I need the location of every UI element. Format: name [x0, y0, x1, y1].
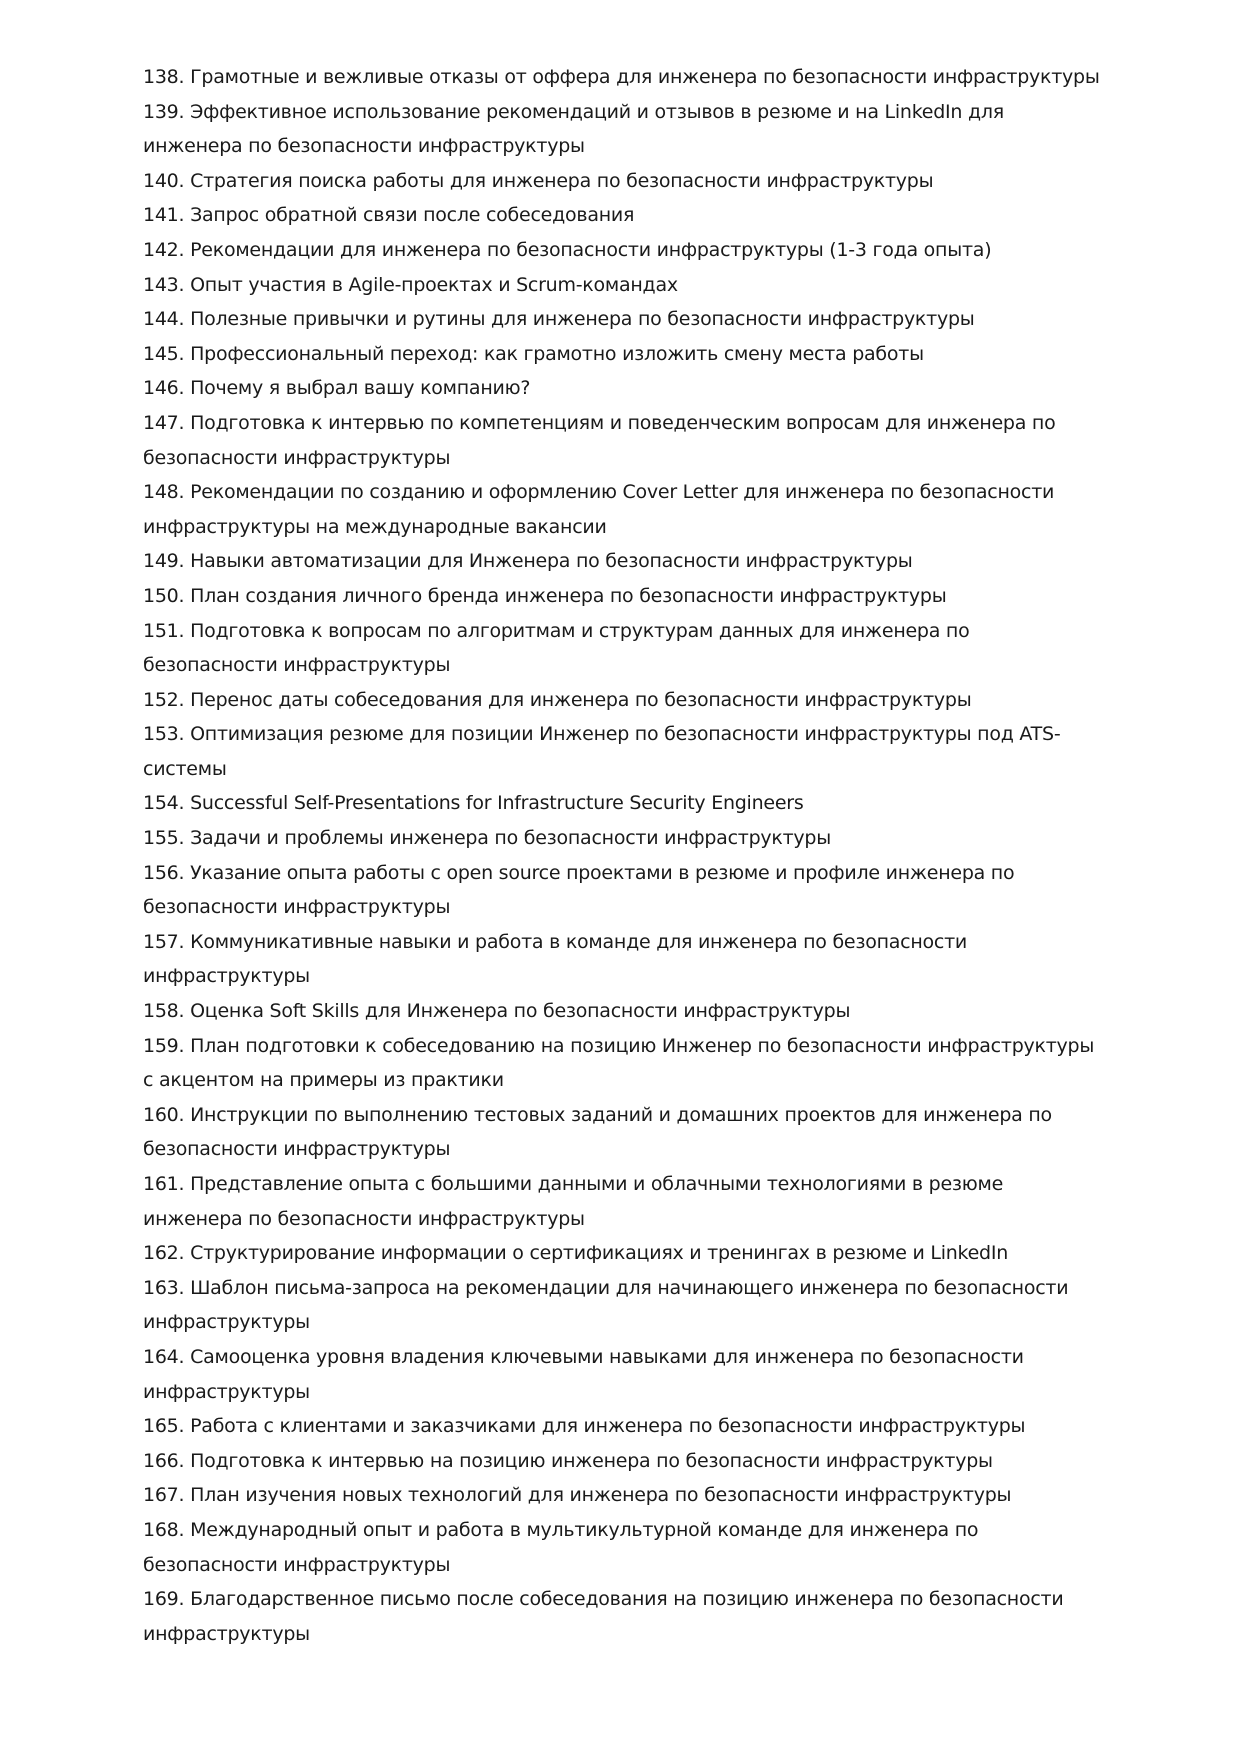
list-item: 152. Перенос даты собеседования для инженера по безопасности инфраструктуры: [143, 688, 972, 711]
list-item: 143. Опыт участия в Agile-проектах и Scrum-командах: [143, 273, 678, 296]
list-item: 139. Эффективное использование рекомендаций и отзывов в резюме и на LinkedIn для инженера по безопасности инфраструктуры: [143, 100, 1004, 158]
list-item: 162. Структурирование информации о сертификациях и тренингах в резюме и LinkedIn: [143, 1242, 1009, 1265]
list-item: 141. Запрос обратной связи после собеседования: [143, 204, 635, 227]
list-item: 145. Профессиональный переход: как грамотно изложить смену места работы: [143, 342, 924, 365]
list-item: 169. Благодарственное письмо после собеседования на позицию инженера по безопасности инфраструктуры: [143, 1588, 1064, 1645]
list-item: 140. Стратегия поиска работы для инженера по безопасности инфраструктуры: [143, 169, 934, 192]
list-item: 149. Навыки автоматизации для Инженера по безопасности инфраструктуры: [143, 550, 913, 573]
list-item: 148. Рекомендации по созданию и оформлению Cover Letter для инженера по безопасности инфраструктуры на международные вакансии: [143, 481, 1055, 538]
list-item: 164. Самооценка уровня владения ключевыми навыками для инженера по безопасности инфраструктуры: [143, 1345, 1024, 1403]
list-item: 151. Подготовка к вопросам по алгоритмам и структурам данных для инженера по безопасности инфраструктуры: [143, 619, 970, 677]
list-item: 155. Задачи и проблемы инженера по безопасности инфраструктуры: [143, 827, 831, 850]
list-item: 167. План изучения новых технологий для инженера по безопасности инфраструктуры: [143, 1484, 1012, 1507]
list-item: 154. Successful Self-Presentations for Infrastructure Security Engineers: [143, 792, 804, 815]
list-item: 147. Подготовка к интервью по компетенциям и поведенческим вопросам для инженера по безопасности инфраструктуры: [143, 411, 1056, 469]
topic-list: [143, 60, 1103, 1651]
list-item: 146. Почему я выбрал вашу компанию?: [143, 377, 531, 400]
list-item: 156. Указание опыта работы с open source проектами в резюме и профиле инженера по безопасности инфраструктуры: [143, 861, 1015, 919]
list-item: 159. План подготовки к собеседованию на позицию Инженер по безопасности инфраструктуры с акцентом на примеры из практики: [143, 1034, 1095, 1092]
list-item: 150. План создания личного бренда инженера по безопасности инфраструктуры: [143, 584, 947, 607]
list-item: 158. Оценка Soft Skills для Инженера по безопасности инфраструктуры: [143, 1000, 851, 1023]
list-item: 168. Международный опыт и работа в мультикультурной команде для инженера по безопасности инфраструктуры: [143, 1518, 979, 1576]
list-item: 165. Работа с клиентами и заказчиками для инженера по безопасности инфраструктуры: [143, 1415, 1026, 1438]
list-item: 144. Полезные привычки и рутины для инженера по безопасности инфраструктуры: [143, 308, 975, 331]
list-item: 157. Коммуникативные навыки и работа в команде для инженера по безопасности инфраструктуры: [143, 930, 968, 988]
list-item: 138. Грамотные и вежливые отказы от оффера для инженера по безопасности инфраструктуры: [143, 66, 1100, 88]
list-item: 160. Инструкции по выполнению тестовых заданий и домашних проектов для инженера по безопасности инфраструктуры: [143, 1103, 1052, 1161]
list-item: 142. Рекомендации для инженера по безопасности инфраструктуры (1-3 года опыта): [143, 238, 992, 261]
list-item: 153. Оптимизация резюме для позиции Инженер по безопасности инфраструктуры под ATS-системы: [143, 723, 1061, 780]
list-item: 161. Представление опыта с большими данными и облачными технологиями в резюме инженера по безопасности инфраструктуры: [143, 1173, 1004, 1230]
list-item: 163. Шаблон письма-запроса на рекомендации для начинающего инженера по безопасности инфраструктуры: [143, 1276, 1069, 1334]
list-item: 166. Подготовка к интервью на позицию инженера по безопасности инфраструктуры: [143, 1449, 993, 1472]
